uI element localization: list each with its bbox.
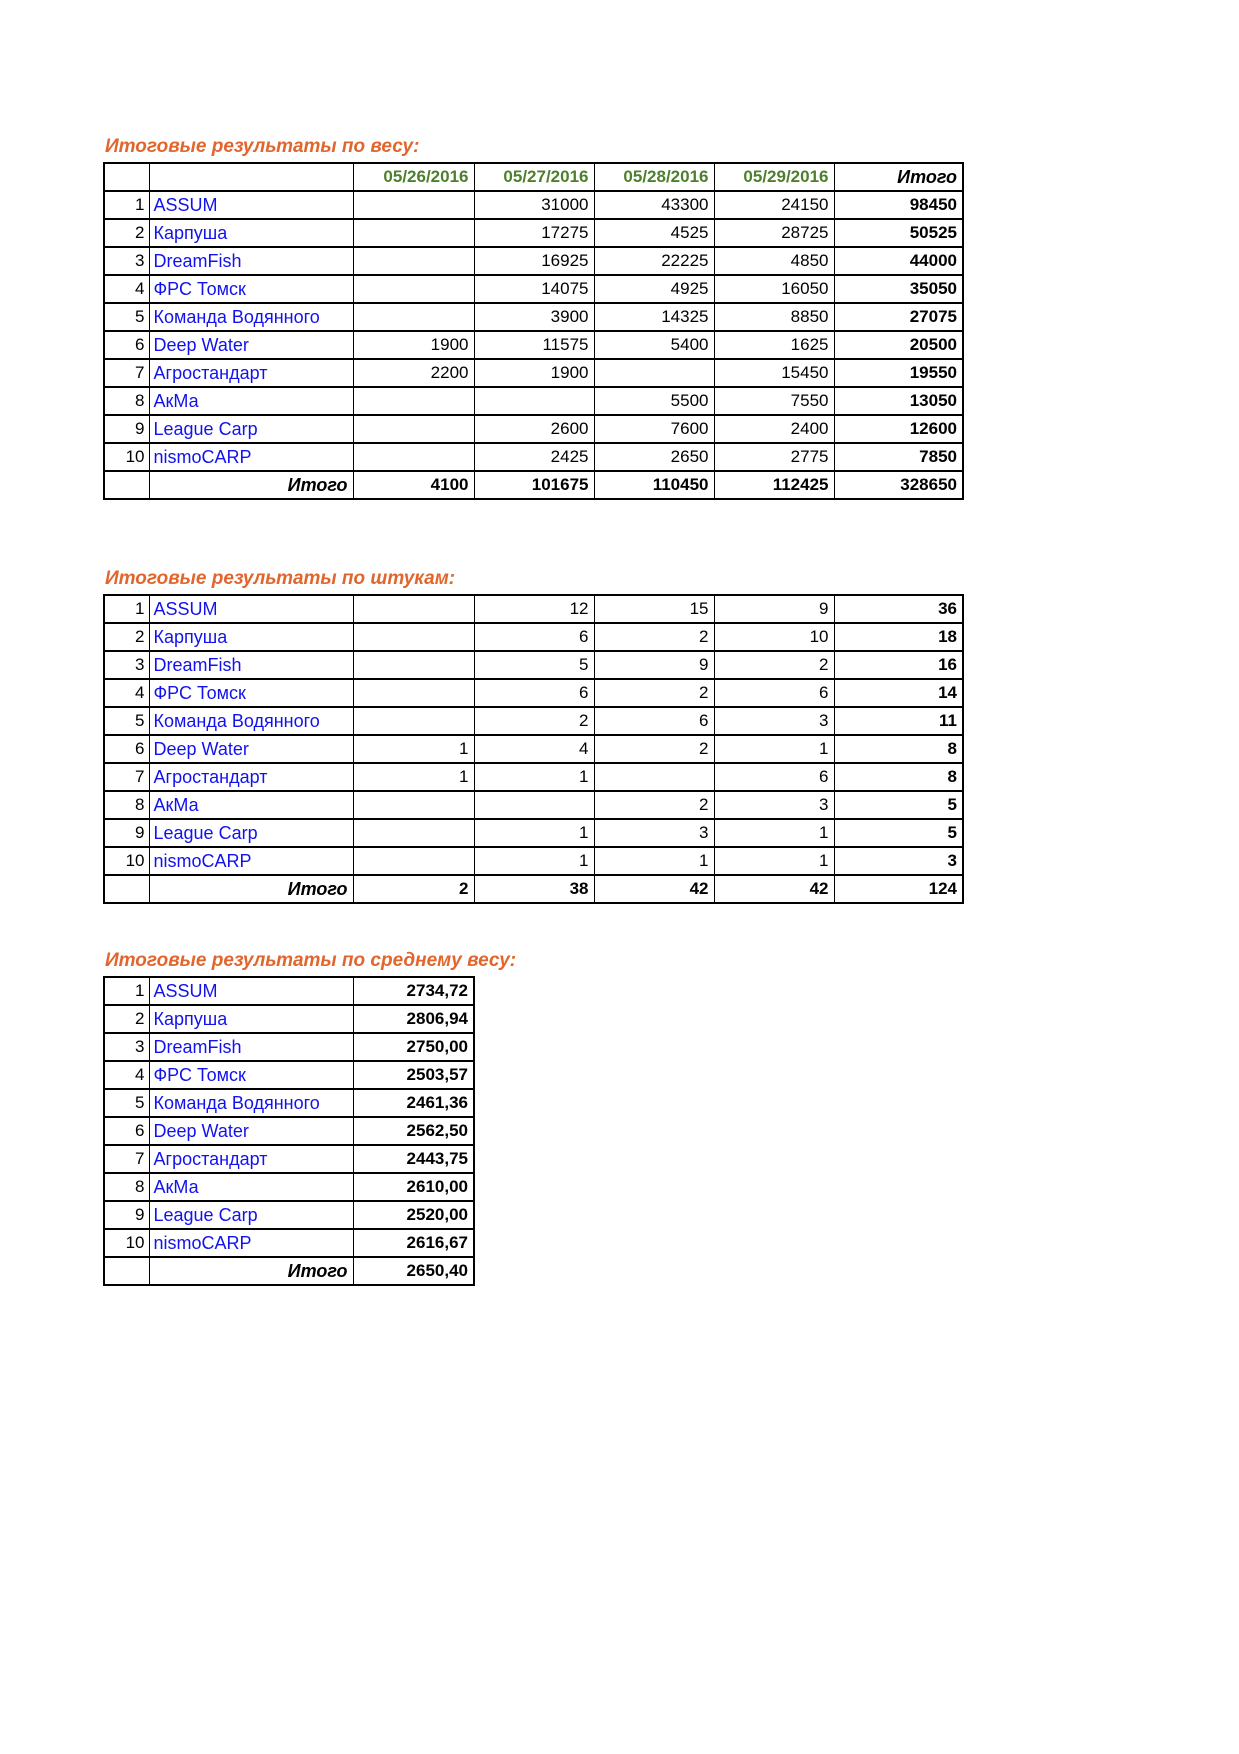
date-header-cell: 05/26/2016 bbox=[353, 163, 474, 191]
value-cell: 4 bbox=[474, 735, 594, 763]
value-cell: 2 bbox=[594, 791, 714, 819]
table-row bbox=[104, 791, 963, 819]
column-total-cell: 112425 bbox=[714, 471, 834, 499]
value-cell: 3 bbox=[714, 791, 834, 819]
average-value-cell: 2562,50 bbox=[353, 1117, 474, 1145]
value-cell: 1900 bbox=[353, 331, 474, 359]
value-cell: 8850 bbox=[714, 303, 834, 331]
rank-cell: 9 bbox=[104, 819, 149, 847]
row-total-cell: 27075 bbox=[834, 303, 963, 331]
value-cell bbox=[353, 387, 474, 415]
rank-cell: 1 bbox=[104, 191, 149, 219]
team-name-cell: Карпуша bbox=[149, 623, 353, 651]
rank-cell: 10 bbox=[104, 443, 149, 471]
count-results-table bbox=[103, 594, 964, 904]
value-cell: 12 bbox=[474, 595, 594, 623]
team-name-cell: ASSUM bbox=[149, 977, 353, 1005]
section-title-weight: Итоговые результаты по весу: bbox=[105, 136, 420, 157]
header-blank-team-cell bbox=[149, 163, 353, 191]
column-total-cell: 110450 bbox=[594, 471, 714, 499]
value-cell: 1 bbox=[353, 735, 474, 763]
rank-cell: 3 bbox=[104, 1033, 149, 1061]
value-cell: 15 bbox=[594, 595, 714, 623]
value-cell bbox=[353, 415, 474, 443]
rank-cell: 10 bbox=[104, 1229, 149, 1257]
team-name-cell: nismoCARP bbox=[149, 443, 353, 471]
total-label-cell: Итого bbox=[149, 1257, 353, 1285]
total-blank-rank-cell bbox=[104, 1257, 149, 1285]
rank-cell: 4 bbox=[104, 1061, 149, 1089]
table-row bbox=[104, 359, 963, 387]
total-header-cell: Итого bbox=[834, 163, 963, 191]
table-row bbox=[104, 679, 963, 707]
table-row bbox=[104, 623, 963, 651]
table-row bbox=[104, 1117, 474, 1145]
value-cell: 2650 bbox=[594, 443, 714, 471]
value-cell bbox=[594, 763, 714, 791]
value-cell: 3900 bbox=[474, 303, 594, 331]
value-cell: 9 bbox=[594, 651, 714, 679]
date-header-cell: 05/29/2016 bbox=[714, 163, 834, 191]
row-total-cell: 11 bbox=[834, 707, 963, 735]
value-cell: 7600 bbox=[594, 415, 714, 443]
header-blank-rank-cell bbox=[104, 163, 149, 191]
value-cell bbox=[353, 443, 474, 471]
value-cell bbox=[353, 191, 474, 219]
column-total-cell: 101675 bbox=[474, 471, 594, 499]
row-total-cell: 50525 bbox=[834, 219, 963, 247]
value-cell bbox=[353, 791, 474, 819]
average-value-cell: 2443,75 bbox=[353, 1145, 474, 1173]
team-name-cell: ASSUM bbox=[149, 191, 353, 219]
team-name-cell: Deep Water bbox=[149, 735, 353, 763]
rank-cell: 8 bbox=[104, 387, 149, 415]
table-row bbox=[104, 819, 963, 847]
average-value-cell: 2610,00 bbox=[353, 1173, 474, 1201]
value-cell: 1625 bbox=[714, 331, 834, 359]
column-total-cell: 38 bbox=[474, 875, 594, 903]
rank-cell: 5 bbox=[104, 303, 149, 331]
team-name-cell: Агростандарт bbox=[149, 1145, 353, 1173]
rank-cell: 4 bbox=[104, 275, 149, 303]
value-cell: 1 bbox=[594, 847, 714, 875]
rank-cell: 1 bbox=[104, 977, 149, 1005]
table-row bbox=[104, 1033, 474, 1061]
total-blank-rank-cell bbox=[104, 471, 149, 499]
average-value-cell: 2734,72 bbox=[353, 977, 474, 1005]
table-row bbox=[104, 651, 963, 679]
table-row bbox=[104, 331, 963, 359]
value-cell: 5 bbox=[474, 651, 594, 679]
table-row bbox=[104, 735, 963, 763]
table-row bbox=[104, 1201, 474, 1229]
value-cell: 5500 bbox=[594, 387, 714, 415]
value-cell: 2 bbox=[474, 707, 594, 735]
row-total-cell: 36 bbox=[834, 595, 963, 623]
row-total-cell: 18 bbox=[834, 623, 963, 651]
grand-total-cell: 124 bbox=[834, 875, 963, 903]
value-cell bbox=[353, 651, 474, 679]
table-row bbox=[104, 707, 963, 735]
team-name-cell: Агростандарт bbox=[149, 763, 353, 791]
total-label-cell: Итого bbox=[149, 471, 353, 499]
value-cell: 4925 bbox=[594, 275, 714, 303]
column-total-cell: 4100 bbox=[353, 471, 474, 499]
table-row bbox=[104, 977, 474, 1005]
value-cell: 6 bbox=[714, 763, 834, 791]
team-name-cell: DreamFish bbox=[149, 247, 353, 275]
row-total-cell: 5 bbox=[834, 819, 963, 847]
value-cell: 28725 bbox=[714, 219, 834, 247]
team-name-cell: АкМа bbox=[149, 1173, 353, 1201]
column-total-cell: 42 bbox=[594, 875, 714, 903]
rank-cell: 5 bbox=[104, 1089, 149, 1117]
average-value-cell: 2750,00 bbox=[353, 1033, 474, 1061]
value-cell bbox=[353, 847, 474, 875]
team-name-cell: Карпуша bbox=[149, 219, 353, 247]
rank-cell: 10 bbox=[104, 847, 149, 875]
value-cell: 43300 bbox=[594, 191, 714, 219]
value-cell bbox=[353, 219, 474, 247]
value-cell: 1 bbox=[474, 763, 594, 791]
row-total-cell: 8 bbox=[834, 763, 963, 791]
value-cell: 2 bbox=[594, 735, 714, 763]
section-title-count: Итоговые результаты по штукам: bbox=[105, 568, 456, 589]
team-name-cell: Команда Водянного bbox=[149, 707, 353, 735]
team-name-cell: DreamFish bbox=[149, 1033, 353, 1061]
team-name-cell: Deep Water bbox=[149, 331, 353, 359]
table-row bbox=[104, 1005, 474, 1033]
rank-cell: 3 bbox=[104, 247, 149, 275]
rank-cell: 7 bbox=[104, 1145, 149, 1173]
table-row bbox=[104, 247, 963, 275]
value-cell: 1 bbox=[714, 735, 834, 763]
value-cell: 16050 bbox=[714, 275, 834, 303]
grand-total-cell: 328650 bbox=[834, 471, 963, 499]
value-cell: 24150 bbox=[714, 191, 834, 219]
row-total-cell: 19550 bbox=[834, 359, 963, 387]
total-blank-rank-cell bbox=[104, 875, 149, 903]
team-name-cell: Команда Водянного bbox=[149, 1089, 353, 1117]
value-cell bbox=[474, 387, 594, 415]
row-total-cell: 16 bbox=[834, 651, 963, 679]
team-name-cell: АкМа bbox=[149, 791, 353, 819]
average-value-cell: 2461,36 bbox=[353, 1089, 474, 1117]
rank-cell: 8 bbox=[104, 1173, 149, 1201]
table-row bbox=[104, 219, 963, 247]
value-cell: 1900 bbox=[474, 359, 594, 387]
value-cell: 6 bbox=[474, 679, 594, 707]
team-name-cell: ASSUM bbox=[149, 595, 353, 623]
total-label-cell: Итого bbox=[149, 875, 353, 903]
value-cell: 2 bbox=[714, 651, 834, 679]
team-name-cell: Deep Water bbox=[149, 1117, 353, 1145]
total-row bbox=[104, 875, 963, 903]
rank-cell: 3 bbox=[104, 651, 149, 679]
value-cell bbox=[353, 707, 474, 735]
value-cell: 1 bbox=[474, 847, 594, 875]
team-name-cell: ФРС Томск bbox=[149, 679, 353, 707]
value-cell: 5400 bbox=[594, 331, 714, 359]
value-cell: 2400 bbox=[714, 415, 834, 443]
rank-cell: 6 bbox=[104, 331, 149, 359]
rank-cell: 4 bbox=[104, 679, 149, 707]
table-row bbox=[104, 443, 963, 471]
value-cell: 15450 bbox=[714, 359, 834, 387]
section-title-average-weight: Итоговые результаты по среднему весу: bbox=[105, 950, 517, 971]
team-name-cell: АкМа bbox=[149, 387, 353, 415]
average-total-cell: 2650,40 bbox=[353, 1257, 474, 1285]
section-weight-results bbox=[103, 136, 964, 500]
team-name-cell: Агростандарт bbox=[149, 359, 353, 387]
rank-cell: 2 bbox=[104, 623, 149, 651]
row-total-cell: 14 bbox=[834, 679, 963, 707]
row-total-cell: 5 bbox=[834, 791, 963, 819]
table-row bbox=[104, 763, 963, 791]
value-cell bbox=[474, 791, 594, 819]
value-cell bbox=[353, 595, 474, 623]
value-cell bbox=[353, 679, 474, 707]
team-name-cell: ФРС Томск bbox=[149, 275, 353, 303]
value-cell bbox=[353, 275, 474, 303]
rank-cell: 9 bbox=[104, 1201, 149, 1229]
row-total-cell: 44000 bbox=[834, 247, 963, 275]
table-row bbox=[104, 1229, 474, 1257]
rank-cell: 2 bbox=[104, 1005, 149, 1033]
value-cell: 31000 bbox=[474, 191, 594, 219]
value-cell: 11575 bbox=[474, 331, 594, 359]
value-cell: 22225 bbox=[594, 247, 714, 275]
table-row bbox=[104, 387, 963, 415]
value-cell: 2 bbox=[594, 623, 714, 651]
column-total-cell: 2 bbox=[353, 875, 474, 903]
value-cell: 10 bbox=[714, 623, 834, 651]
team-name-cell: nismoCARP bbox=[149, 1229, 353, 1257]
value-cell: 2775 bbox=[714, 443, 834, 471]
rank-cell: 9 bbox=[104, 415, 149, 443]
value-cell: 1 bbox=[714, 819, 834, 847]
average-value-cell: 2503,57 bbox=[353, 1061, 474, 1089]
table-row bbox=[104, 1089, 474, 1117]
value-cell: 6 bbox=[714, 679, 834, 707]
total-row bbox=[104, 471, 963, 499]
row-total-cell: 7850 bbox=[834, 443, 963, 471]
total-row bbox=[104, 1257, 474, 1285]
value-cell: 3 bbox=[714, 707, 834, 735]
team-name-cell: ФРС Томск bbox=[149, 1061, 353, 1089]
team-name-cell: League Carp bbox=[149, 819, 353, 847]
team-name-cell: League Carp bbox=[149, 415, 353, 443]
rank-cell: 1 bbox=[104, 595, 149, 623]
value-cell bbox=[353, 247, 474, 275]
rank-cell: 7 bbox=[104, 359, 149, 387]
table-row bbox=[104, 595, 963, 623]
rank-cell: 7 bbox=[104, 763, 149, 791]
table-row bbox=[104, 415, 963, 443]
team-name-cell: DreamFish bbox=[149, 651, 353, 679]
rank-cell: 6 bbox=[104, 735, 149, 763]
value-cell: 1 bbox=[714, 847, 834, 875]
table-row bbox=[104, 1061, 474, 1089]
row-total-cell: 98450 bbox=[834, 191, 963, 219]
row-total-cell: 3 bbox=[834, 847, 963, 875]
header-row bbox=[104, 163, 963, 191]
table-row bbox=[104, 847, 963, 875]
value-cell: 14075 bbox=[474, 275, 594, 303]
value-cell bbox=[353, 819, 474, 847]
date-header-cell: 05/27/2016 bbox=[474, 163, 594, 191]
date-header-cell: 05/28/2016 bbox=[594, 163, 714, 191]
team-name-cell: League Carp bbox=[149, 1201, 353, 1229]
value-cell: 1 bbox=[474, 819, 594, 847]
weight-results-table bbox=[103, 162, 964, 500]
row-total-cell: 20500 bbox=[834, 331, 963, 359]
team-name-cell: Карпуша bbox=[149, 1005, 353, 1033]
value-cell: 1 bbox=[353, 763, 474, 791]
table-row bbox=[104, 1173, 474, 1201]
rank-cell: 6 bbox=[104, 1117, 149, 1145]
report-content bbox=[103, 136, 964, 1286]
rank-cell: 2 bbox=[104, 219, 149, 247]
value-cell: 2425 bbox=[474, 443, 594, 471]
row-total-cell: 35050 bbox=[834, 275, 963, 303]
value-cell: 6 bbox=[474, 623, 594, 651]
value-cell bbox=[594, 359, 714, 387]
value-cell: 4525 bbox=[594, 219, 714, 247]
value-cell: 2200 bbox=[353, 359, 474, 387]
average-value-cell: 2520,00 bbox=[353, 1201, 474, 1229]
team-name-cell: nismoCARP bbox=[149, 847, 353, 875]
section-average-weight-results bbox=[103, 950, 964, 1286]
value-cell bbox=[353, 303, 474, 331]
table-row bbox=[104, 303, 963, 331]
row-total-cell: 8 bbox=[834, 735, 963, 763]
average-value-cell: 2616,67 bbox=[353, 1229, 474, 1257]
value-cell: 2600 bbox=[474, 415, 594, 443]
table-row bbox=[104, 191, 963, 219]
table-row bbox=[104, 1145, 474, 1173]
section-count-results bbox=[103, 568, 964, 904]
average-value-cell: 2806,94 bbox=[353, 1005, 474, 1033]
value-cell: 6 bbox=[594, 707, 714, 735]
value-cell: 7550 bbox=[714, 387, 834, 415]
value-cell: 14325 bbox=[594, 303, 714, 331]
value-cell: 3 bbox=[594, 819, 714, 847]
value-cell: 4850 bbox=[714, 247, 834, 275]
average-weight-table bbox=[103, 976, 475, 1286]
table-row bbox=[104, 275, 963, 303]
value-cell: 9 bbox=[714, 595, 834, 623]
value-cell bbox=[353, 623, 474, 651]
value-cell: 16925 bbox=[474, 247, 594, 275]
rank-cell: 8 bbox=[104, 791, 149, 819]
rank-cell: 5 bbox=[104, 707, 149, 735]
column-total-cell: 42 bbox=[714, 875, 834, 903]
value-cell: 2 bbox=[594, 679, 714, 707]
team-name-cell: Команда Водянного bbox=[149, 303, 353, 331]
row-total-cell: 12600 bbox=[834, 415, 963, 443]
value-cell: 17275 bbox=[474, 219, 594, 247]
row-total-cell: 13050 bbox=[834, 387, 963, 415]
